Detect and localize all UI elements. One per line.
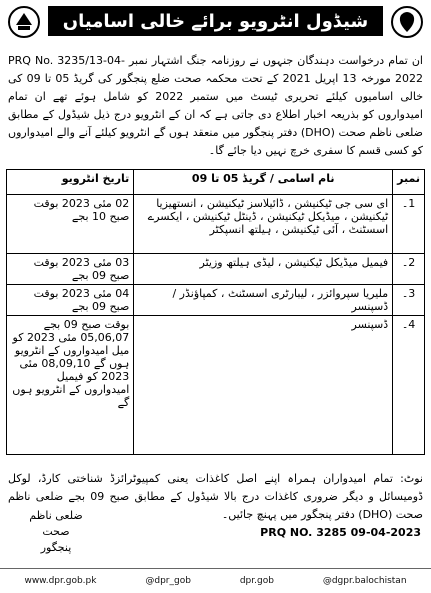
row-date: 04 مئی 2023 بوقت صبح 09 بجے xyxy=(7,285,134,316)
table-header-row xyxy=(7,170,425,195)
column-header-no: نمبر xyxy=(393,170,425,195)
column-header-date: تاریخ انٹرویو xyxy=(7,170,134,195)
prq-reference: PRQ NO. 3285 09-04-2023 xyxy=(260,526,421,539)
header xyxy=(0,0,431,44)
row-posts: فیمیل میڈیکل ٹیکنیشن ، لیڈی ہیلتھ وزیٹر xyxy=(134,254,393,285)
facebook-handle[interactable]: dpr.gob xyxy=(239,576,274,586)
department-emblem-icon xyxy=(389,4,425,40)
row-number: 2۔ xyxy=(393,254,425,285)
row-number: 4۔ xyxy=(393,316,425,455)
signature-title: ضلعی ناظم صحت xyxy=(29,509,83,538)
intro-text: ان تمام درخواست دہندگان جنہوں نے روزنامہ جنگ اشتہار نمبر PRQ No. 3235/13-04-2022 مورخہ 13 اپریل 2021 کے تحت محکمہ صحت ضلع پنجگور کی گریڈ 05 تا 09 کی خالی اسامیوں کیلئے تحریری ٹیسٹ میں ستمبر 2022 کو شامل ہوئے تھے ان تمام امیدواروں کو بذریعہ اخبار اطلاع دی جاتی ہے کہ ان کے انٹرویو درج ذیل شیڈول کے مطابق ضلعی ناظم صحت (DHO) دفتر پنجگور میں منعقد ہوں گے انٹرویو کیلئے آنے والے امیدواروں کو کسی قسم کا سفری خرچ نہیں دیا جائے گا۔ xyxy=(8,54,424,157)
row-posts: ڈسپنسر xyxy=(134,316,393,455)
twitter-handle[interactable]: @dpr_gob xyxy=(145,576,191,586)
table-row xyxy=(7,285,425,316)
instagram-handle[interactable]: @dgpr.balochistan xyxy=(322,576,407,586)
row-number: 3۔ xyxy=(393,285,425,316)
row-date: 02 مئی 2023 بوقت صبح 10 بجے xyxy=(7,195,134,254)
intro-paragraph xyxy=(8,52,423,166)
note-paragraph: نوٹ: تمام امیدواران ہمراہ اپنے اصل کاغذات یعنی کمپیوٹرائزڈ شناختی کارڈ، لوکل ڈومیسائل و دیگر ضروری کاغذات درج بالا شیڈول کے مطابق صبح 09 بجے ضلعی ناظم صحت (DHO) دفتر پنجگور میں پہنچ جائیں۔ xyxy=(8,472,423,521)
column-header-posts: نام اسامی / گریڈ 05 تا 09 xyxy=(134,170,393,195)
interview-schedule-table xyxy=(6,169,425,455)
table-row xyxy=(7,195,425,254)
website-link[interactable]: www.dpr.gob.pk xyxy=(24,576,97,586)
row-date: 03 مئی 2023 بوقت صبح 09 بجے xyxy=(7,254,134,285)
table-row xyxy=(7,254,425,285)
footer-bar xyxy=(0,568,431,593)
row-posts: ای سی جی ٹیکنیشن ، ڈائیلاسز ٹیکنیشن ، انستھیزیا ٹیکنیشن ، میڈیکل ٹیکنیشن ، ڈینٹل ٹیکنیشن ، ایکسرے اسسٹنٹ ، آئی ٹیکنیشن ، ہیلتھ انسپکٹر xyxy=(134,195,393,254)
row-number: 1۔ xyxy=(393,195,425,254)
table-row xyxy=(7,316,425,455)
signature-place: پنجگور xyxy=(40,541,72,554)
page-title: شیڈول انٹرویو برائے خالی اسامیاں xyxy=(48,6,383,36)
government-emblem-icon xyxy=(6,4,42,40)
row-date: بوقت صبح 09 بجے 05,06,07 مئی 2023 کو میل امیدواروں کے انٹرویو ہوں گے 08,09,10 مئی 2023 کو فیمیل امیدواروں کے انٹرویو ہوں گے xyxy=(7,316,134,455)
signature-block xyxy=(16,508,96,556)
row-posts: ملیریا سپروائزر ، لیبارٹری اسسٹنٹ ، کمپاؤنڈر / ڈسپنسر xyxy=(134,285,393,316)
